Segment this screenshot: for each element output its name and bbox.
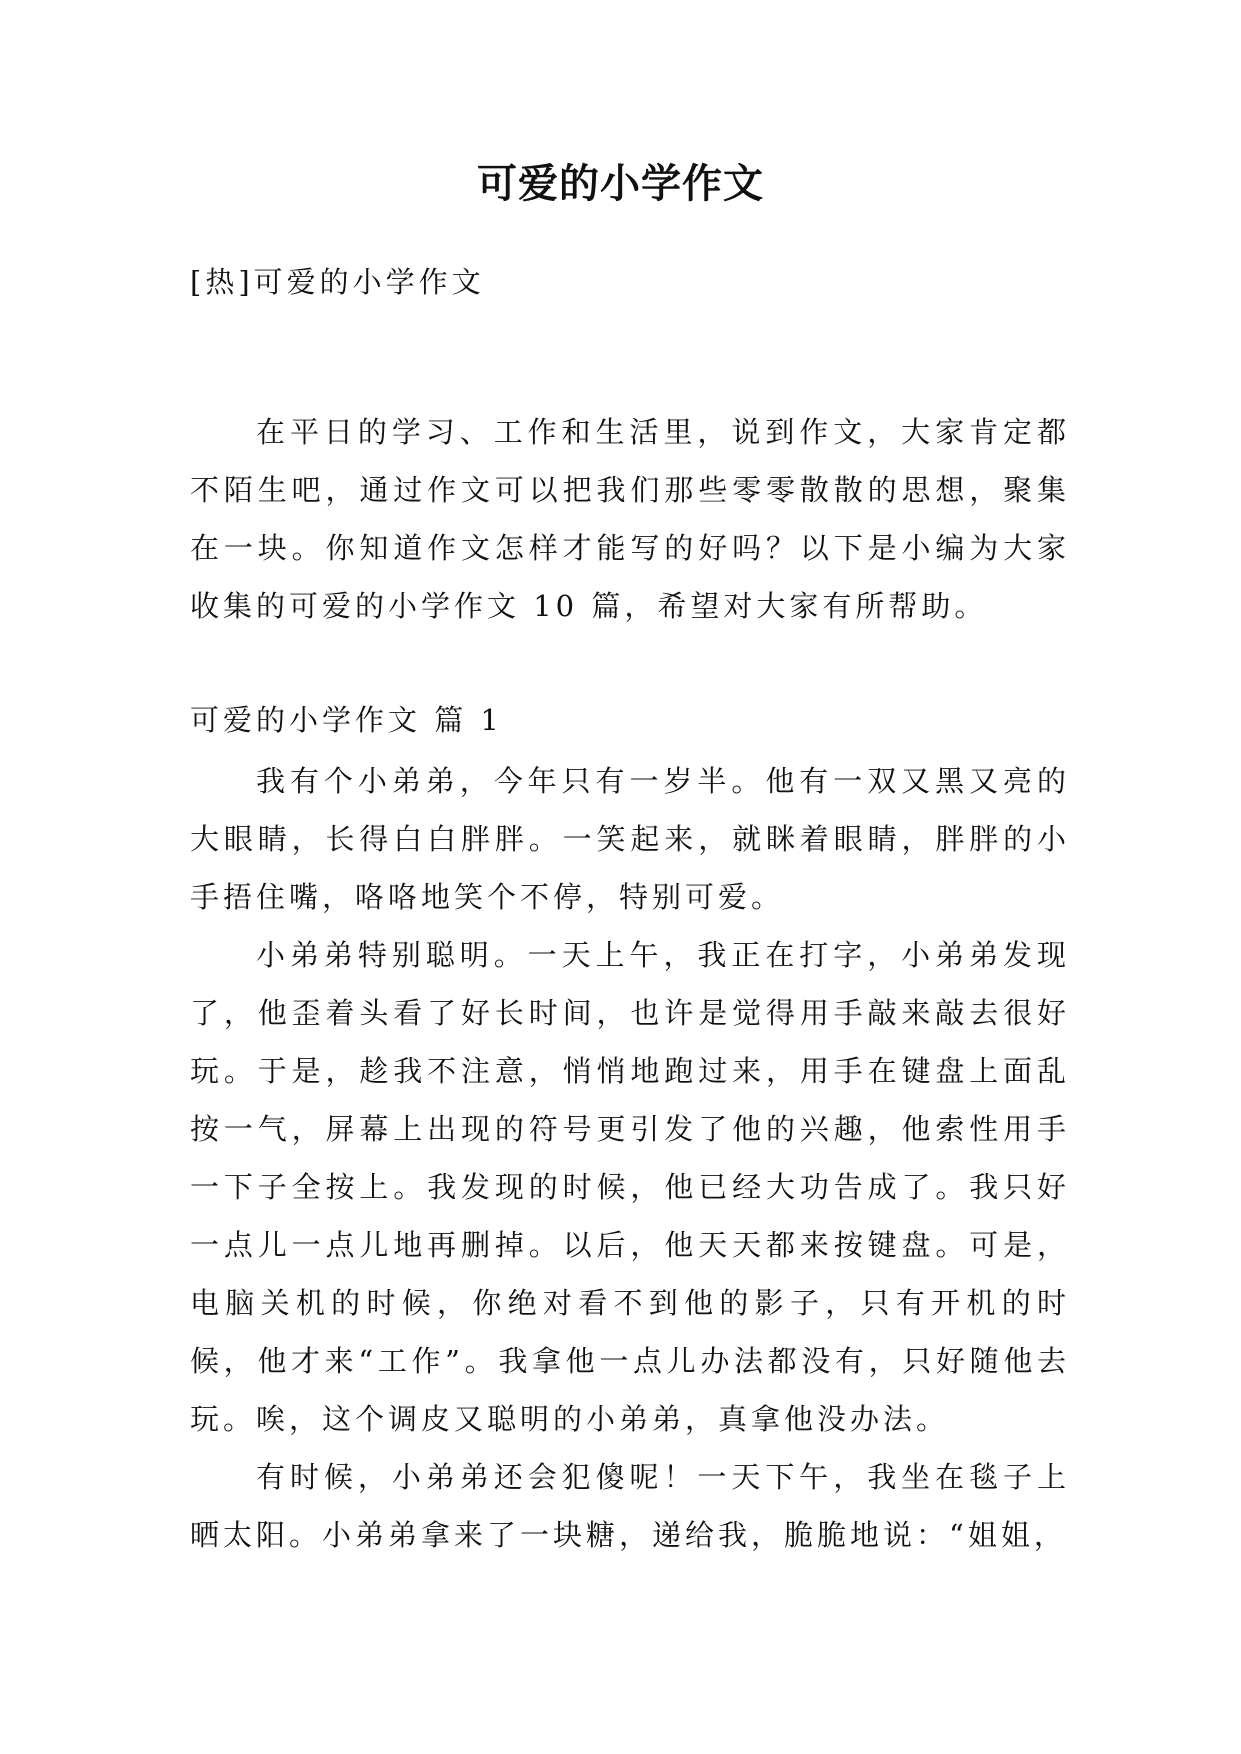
document-subtitle: [热]可爱的小学作文 <box>190 265 485 299</box>
body-paragraph-2: 小弟弟特别聪明。一天上午，我正在打字，小弟弟发现了，他歪着头看了好长时间，也许是觉得用手敲来敲去很好玩。于是，趁我不注意，悄悄地跑过来，用手在键盘上面乱按一气，屏幕上出现的符号更引发了他的兴趣，他索性用手一下子全按上。我发现的时候，他已经大功告成了。我只好一点儿一点儿地再删掉。以后，他天天都来按键盘。可是，电脑关机的时候，你绝对看不到他的影子，只有开机的时候，他才来“工作”。我拿他一点儿办法都没有，只好随他去玩。唉，这个调皮又聪明的小弟弟，真拿他没办法。 <box>190 938 1070 1436</box>
section-heading: 可爱的小学作文 篇 1 <box>190 703 503 737</box>
body-paragraph-1: 我有个小弟弟，今年只有一岁半。他有一双又黑又亮的大眼睛，长得白白胖胖。一笑起来，就眯着眼睛，胖胖的小手捂住嘴，咯咯地笑个不停，特别可爱。 <box>190 764 1070 914</box>
intro-paragraph: 在平日的学习、工作和生活里，说到作文，大家肯定都不陌生吧，通过作文可以把我们那些零零散散的思想，聚集在一块。你知道作文怎样才能写的好吗？以下是小编为大家收集的可爱的小学作文 10 篇，希望对大家有所帮助。 <box>190 415 1070 623</box>
body-paragraph-3: 有时候，小弟弟还会犯傻呢！一天下午，我坐在毯子上晒太阳。小弟弟拿来了一块糖，递给我，脆脆地说：“姐姐， <box>190 1460 1070 1552</box>
document-title: 可爱的小学作文 <box>477 160 764 207</box>
